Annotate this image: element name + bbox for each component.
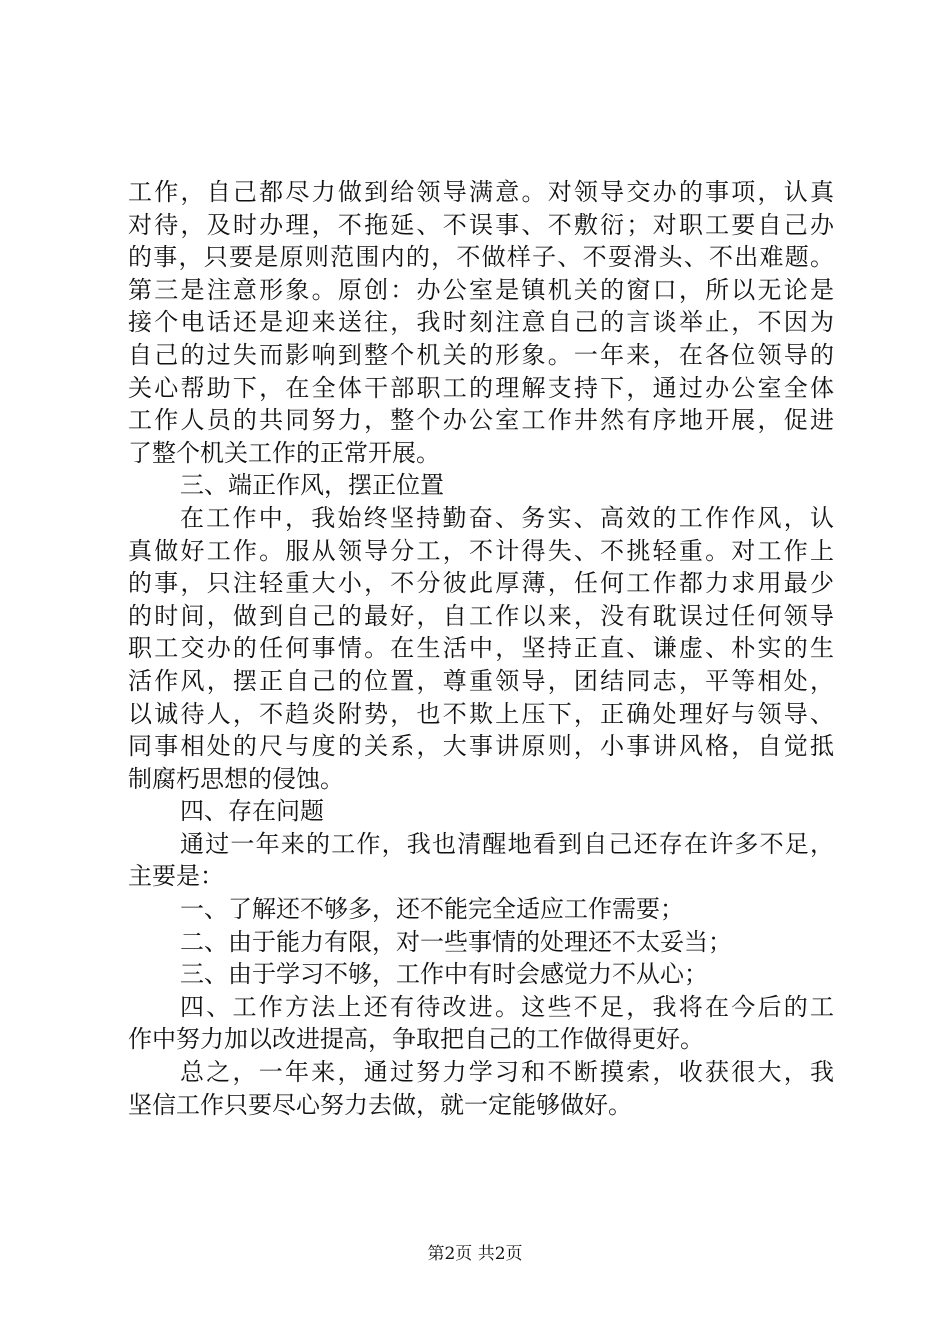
document-body	[128, 176, 834, 1121]
text-line: 自己的过失而影响到整个机关的形象。一年来，在各位领导的	[128, 340, 834, 369]
text-line: 在工作中，我始终坚持勤奋、务实、高效的工作作风，认	[180, 503, 834, 532]
text-line: 了整个机关工作的正常开展。	[128, 438, 440, 467]
text-line: 作中努力加以改进提高，争取把自己的工作做得更好。	[128, 1025, 704, 1054]
text-line: 一、了解还不够多，还不能完全适应工作需要；	[180, 895, 684, 924]
text-line: 的事，只注轻重大小，不分彼此厚薄，任何工作都力求用最少	[128, 569, 834, 598]
text-line: 第三是注意形象。原创：办公室是镇机关的窗口，所以无论是	[128, 275, 834, 304]
text-line: 的时间，做到自己的最好，自工作以来，没有耽误过任何领导	[128, 601, 834, 630]
text-line: 四、工作方法上还有待改进。这些不足，我将在今后的工	[180, 992, 834, 1021]
text-line: 二、由于能力有限，对一些事情的处理还不太妥当；	[180, 927, 732, 956]
text-line: 工作人员的共同努力，整个办公室工作井然有序地开展，促进	[128, 406, 834, 435]
page-footer: 第2页 共2页	[427, 1244, 523, 1264]
text-line: 活作风，摆正自己的位置，尊重领导，团结同志，平等相处，	[128, 666, 834, 695]
text-line: 通过一年来的工作，我也清醒地看到自己还存在许多不足，	[180, 829, 834, 858]
text-line: 真做好工作。服从领导分工，不计得失、不挑轻重。对工作上	[128, 536, 834, 565]
text-line: 接个电话还是迎来送往，我时刻注意自己的言谈举止，不因为	[128, 308, 834, 337]
text-line: 关心帮助下，在全体干部职工的理解支持下，通过办公室全体	[128, 373, 834, 402]
text-line: 总之，一年来，通过努力学习和不断摸索，收获很大，我	[180, 1058, 834, 1087]
text-line: 制腐朽思想的侵蚀。	[128, 764, 344, 793]
text-line: 四、存在问题	[180, 797, 324, 826]
text-line: 职工交办的任何事情。在生活中，坚持正直、谦虚、朴实的生	[128, 634, 834, 663]
text-line: 工作，自己都尽力做到给领导满意。对领导交办的事项，认真	[128, 178, 834, 206]
text-line: 以诚待人，不趋炎附势，也不欺上压下，正确处理好与领导、	[128, 699, 834, 728]
text-line: 坚信工作只要尽心努力去做，就一定能够做好。	[128, 1090, 632, 1119]
text-line: 主要是：	[128, 862, 224, 891]
text-line: 三、端正作风，摆正位置	[180, 471, 444, 500]
text-line: 三、由于学习不够，工作中有时会感觉力不从心；	[180, 960, 708, 989]
text-line: 对待，及时办理，不拖延、不误事、不敷衍；对职工要自己办	[128, 210, 834, 239]
text-line: 同事相处的尺与度的关系，大事讲原则，小事讲风格，自觉抵	[128, 732, 834, 761]
text-line: 的事，只要是原则范围内的，不做样子、不耍滑头、不出难题。	[128, 243, 834, 272]
